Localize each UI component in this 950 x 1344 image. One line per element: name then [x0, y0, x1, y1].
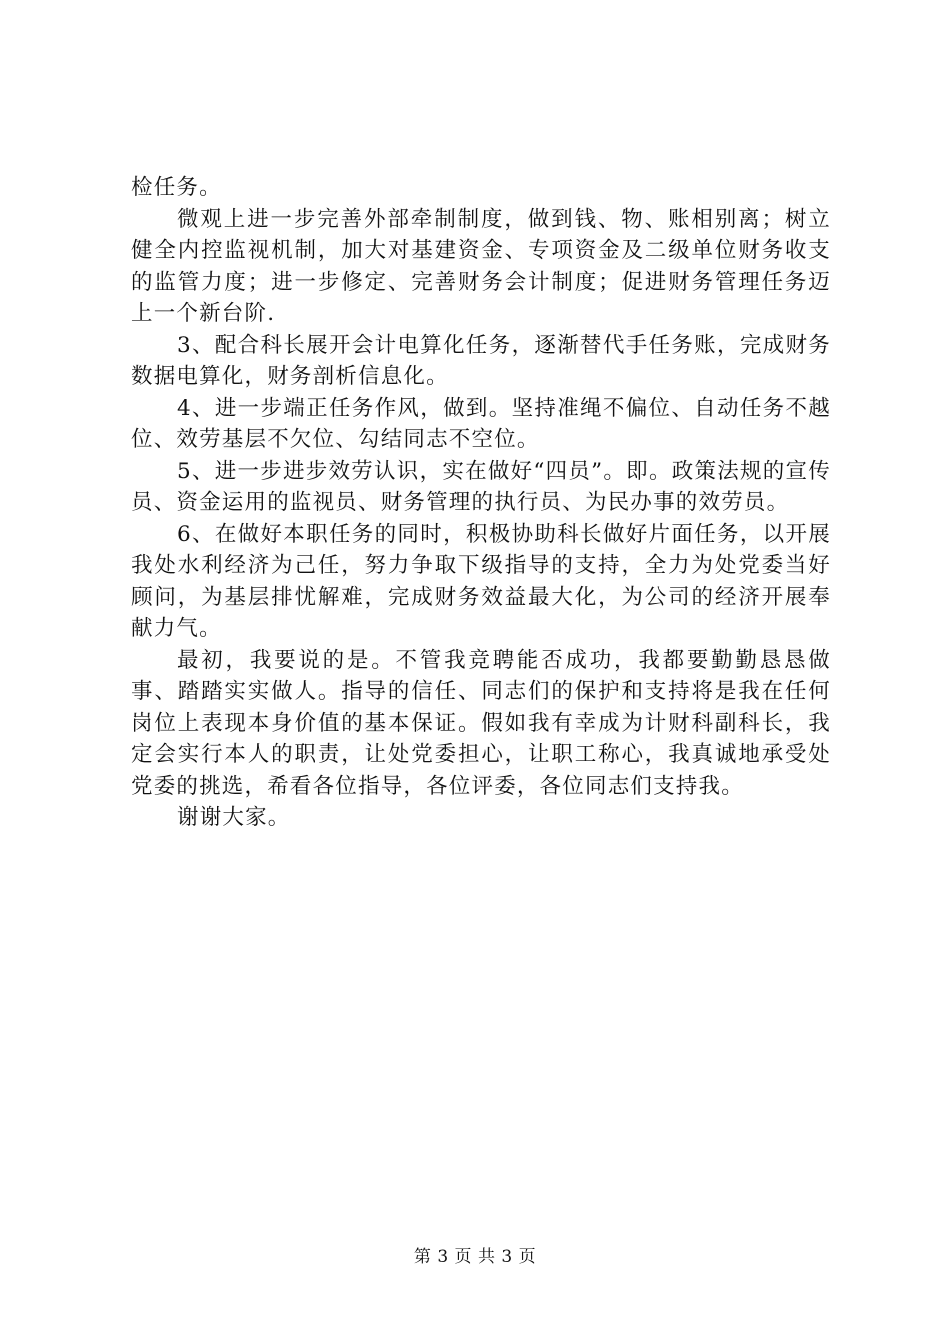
paragraph-3: 3、配合科长展开会计电算化任务，逐渐替代手任务账，完成财务数据电算化，财务剖析信息化。 [131, 332, 831, 389]
paragraph-1: 检任务。 [131, 175, 222, 200]
page-number-label: 第 3 页 共 3 页 [413, 1247, 537, 1267]
paragraph-6: 6、在做好本职任务的同时，积极协助科长做好片面任务，以开展我处水利经济为己任，努力争取下级指导的支持，全力为处党委当好顾问，为基层排忧解难，完成财务效益最大化，为公司的经济开展奉献力气。 [131, 521, 831, 641]
paragraph-4: 4、进一步端正任务作风，做到。坚持准绳不偏位、自动任务不越位、效劳基层不欠位、勾结同志不空位。 [131, 395, 831, 452]
paragraph-5: 5、进一步进步效劳认识，实在做好“四员”。即。政策法规的宣传员、资金运用的监视员、财务管理的执行员、为民办事的效劳员。 [131, 458, 831, 515]
paragraph-8: 谢谢大家。 [177, 805, 291, 830]
paragraph-2: 微观上进一步完善外部牵制制度，做到钱、物、账相别离；树立健全内控监视机制，加大对基建资金、专项资金及二级单位财务收支的监管力度；进一步修定、完善财务会计制度；促进财务管理任务迈上一个新台阶. [131, 206, 831, 326]
document-body [131, 172, 831, 834]
paragraph-7: 最初，我要说的是。不管我竞聘能否成功，我都要勤勤恳恳做事、踏踏实实做人。指导的信任、同志们的保护和支持将是我在任何岗位上表现本身价值的基本保证。假如我有幸成为计财科副科长，我定会实行本人的职责，让处党委担心，让职工称心，我真诚地承受处党委的挑选，希看各位指导，各位评委，各位同志们支持我。 [131, 647, 831, 799]
page-footer [0, 1246, 950, 1268]
